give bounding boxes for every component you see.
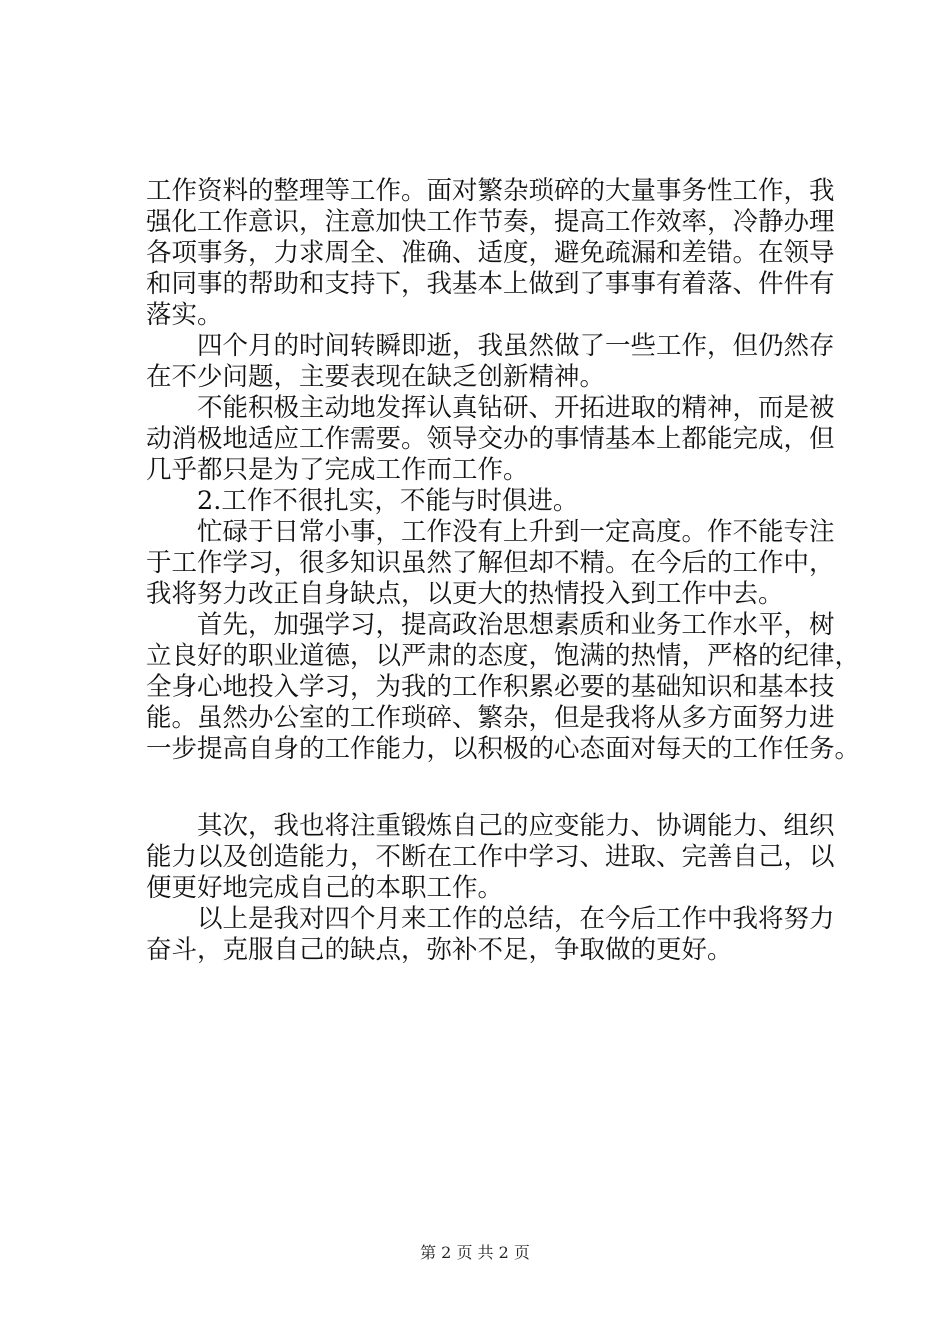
page-number-footer: 第 2 页 共 2 页 xyxy=(420,1243,530,1262)
text-line: 立良好的职业道德，以严肃的态度，饱满的热情，严格的纪律， xyxy=(146,641,861,671)
text-line: 以上是我对四个月来工作的总结，在今后工作中我将努力 xyxy=(146,904,835,934)
text-line: 我将努力改正自身缺点，以更大的热情投入到工作中去。 xyxy=(146,579,784,609)
text-line: 能。虽然办公室的工作琐碎、繁杂，但是我将从多方面努力进 xyxy=(146,703,835,733)
text-line: 和同事的帮助和支持下，我基本上做到了事事有着落、件件有 xyxy=(146,269,835,299)
text-line: 强化工作意识，注意加快工作节奏，提高工作效率，冷静办理 xyxy=(146,207,835,237)
text-line: 各项事务，力求周全、准确、适度，避免疏漏和差错。在领导 xyxy=(146,238,835,268)
text-line: 落实。 xyxy=(146,300,223,330)
text-line: 其次，我也将注重锻炼自己的应变能力、协调能力、组织 xyxy=(146,811,835,841)
text-line: 不能积极主动地发挥认真钻研、开拓进取的精神，而是被 xyxy=(146,393,835,423)
text-line: 首先，加强学习，提高政治思想素质和业务工作水平，树 xyxy=(146,610,835,640)
text-line: 便更好地完成自己的本职工作。 xyxy=(146,873,504,903)
text-line: 几乎都只是为了完成工作而工作。 xyxy=(146,455,529,485)
text-line: 四个月的时间转瞬即逝，我虽然做了一些工作，但仍然存 xyxy=(146,331,835,361)
text-line: 于工作学习，很多知识虽然了解但却不精。在今后的工作中， xyxy=(146,548,835,578)
text-line: 全身心地投入学习，为我的工作积累必要的基础知识和基本技 xyxy=(146,672,835,702)
text-line: 工作资料的整理等工作。面对繁杂琐碎的大量事务性工作，我 xyxy=(146,176,835,206)
text-line: 在不少问题，主要表现在缺乏创新精神。 xyxy=(146,362,606,392)
text-line: 忙碌于日常小事，工作没有上升到一定高度。作不能专注 xyxy=(146,517,835,547)
text-line: 2.工作不很扎实，不能与时俱进。 xyxy=(146,486,579,516)
text-line: 动消极地适应工作需要。领导交办的事情基本上都能完成，但 xyxy=(146,424,835,454)
document-body xyxy=(146,176,861,966)
paragraph-gap xyxy=(146,765,810,811)
text-line: 能力以及创造能力，不断在工作中学习、进取、完善自己，以 xyxy=(146,842,835,872)
text-line: 一步提高自身的工作能力，以积极的心态面对每天的工作任务。 xyxy=(146,734,861,764)
text-line: 奋斗，克服自己的缺点，弥补不足，争取做的更好。 xyxy=(146,935,733,965)
